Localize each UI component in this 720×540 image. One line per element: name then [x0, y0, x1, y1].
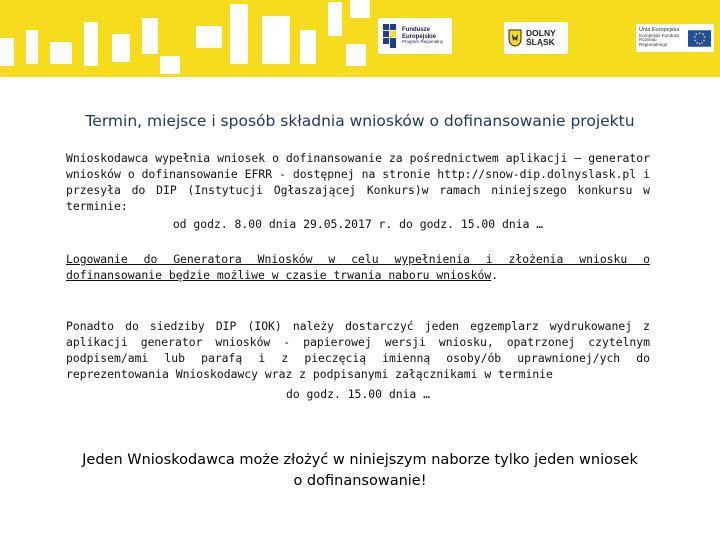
- closing-line: o dofinansowanie!: [293, 473, 427, 489]
- logo-line: ŚLĄSK: [526, 37, 555, 47]
- fundusze-europejskie-logo: [378, 18, 452, 54]
- decor-block: [0, 38, 14, 66]
- decor-block: [84, 22, 98, 66]
- generator-login-text: Logowanie do Generatora Wniosków w celu wypełnienia i złożenia wniosku o dofinansowanie będzie możliwe w czasie trwania naboru wniosków: [66, 252, 650, 282]
- eagle-crest-icon: [508, 29, 522, 47]
- decor-block: [262, 16, 290, 64]
- decor-block: [26, 30, 38, 64]
- decor-block: [328, 2, 342, 36]
- logo-line: Fundusze: [402, 27, 430, 34]
- decor-block: [300, 30, 316, 64]
- decor-block: [142, 18, 158, 54]
- logo-line: DOLNY: [526, 28, 556, 39]
- generator-login-end: .: [491, 268, 499, 282]
- logo-line: Rozwoju Regionalnego: [639, 37, 668, 48]
- decor-block: [350, 0, 370, 18]
- decor-block: [230, 4, 248, 64]
- eu-flag-icon: [688, 30, 711, 47]
- decor-block: [346, 44, 366, 66]
- deadline-primary: od godz. 8.00 dnia 29.05.2017 r. do godz. 15.00 dnia …: [172, 217, 544, 231]
- fe-emblem-icon: [382, 23, 398, 49]
- decor-block: [50, 42, 72, 64]
- decor-block: [196, 26, 222, 48]
- logo-line: Europejski Fundusz: [639, 32, 680, 38]
- paragraph-paper-copy: Ponadto do siedziby DIP (IOK) należy dostarczyć jeden egzemplarz wydrukowanej z aplikacji generator wniosków - papierowej wersji wniosku, opatrzonej czytelnym podpisem/ami lub parafą i z pieczęcią imienną osoby/ób uprawnionej/ych do reprezentowania Wnioskodawcy wraz z podpisanymi załącznikami w terminie: [66, 319, 650, 381]
- header-banner: [0, 0, 720, 77]
- logo-line: Europejskie: [402, 33, 437, 40]
- dolny-slask-logo: [504, 22, 568, 54]
- paragraph-generator-login: [66, 251, 650, 283]
- decor-block: [160, 56, 180, 74]
- deadline-secondary: do godz. 15.00 dnia …: [285, 387, 430, 401]
- decor-block: [112, 34, 130, 62]
- logo-line: Program Regionalny: [402, 38, 444, 44]
- closing-line: Jeden Wnioskodawca może złożyć w niniejszym naborze tylko jeden wniosek: [82, 452, 638, 468]
- paragraph-application: Wnioskodawca wypełnia wniosek o dofinansowanie za pośrednictwem aplikacji – generator wniosków o dofinansowanie EFRR - dostępnej na stronie http://snow-dip.dolnyslask.pl i przesyła do DIP (Instytucji Ogłaszającej Konkurs)w ramach niniejszego konkursu w terminie:: [66, 151, 650, 213]
- slide-title: Termin, miejsce i sposób składnia wniosków o dofinansowanie projektu: [85, 112, 635, 130]
- logo-line: Unia Europejska: [639, 26, 680, 33]
- unia-europejska-logo: [636, 24, 714, 52]
- closing-note: [60, 450, 660, 492]
